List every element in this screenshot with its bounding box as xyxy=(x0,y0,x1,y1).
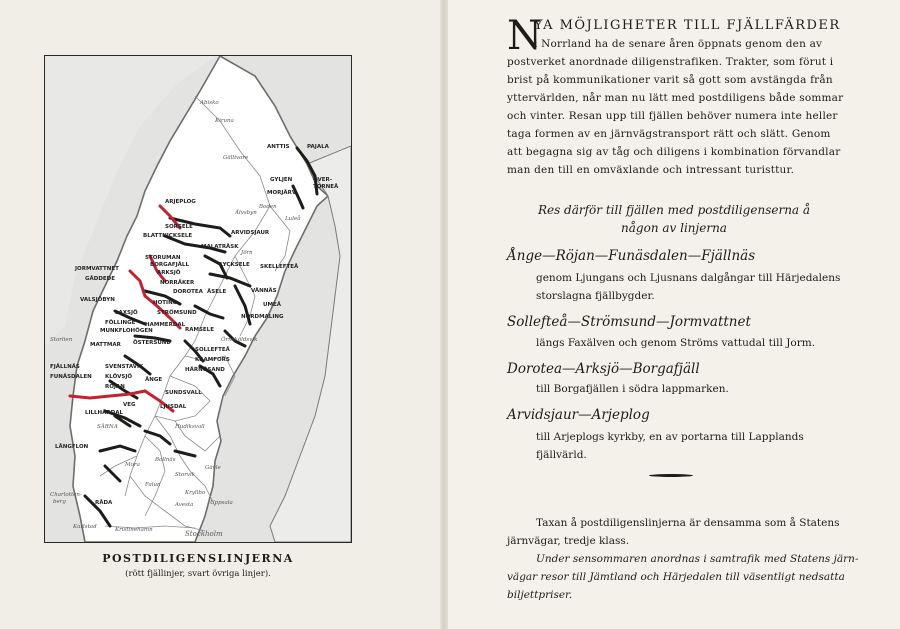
place-label: Gällivare xyxy=(223,155,249,161)
place-label: Örnsköldsvik xyxy=(221,337,258,343)
paragraph-line: och vinter. Resan upp till fjällen behöver numera inte heller xyxy=(507,110,838,122)
ornamental-divider xyxy=(649,474,693,477)
place-label: Uppsala xyxy=(210,500,233,506)
place-label: Charlotten- xyxy=(50,492,82,498)
fare-line: järnvägar, tredje klass. xyxy=(507,535,630,547)
place-label: NORDMALING xyxy=(241,314,284,320)
place-label: PAJALA xyxy=(307,144,329,150)
route-desc: längs Faxälven och genom Ströms vattudal till Jorm. xyxy=(536,337,816,349)
paragraph-line: i Norrland ha de senare åren öppnats genom den av xyxy=(534,38,823,50)
place-label: Falun xyxy=(145,482,161,488)
place-label: Karlstad xyxy=(73,524,97,530)
place-label: ÖSTERSUND xyxy=(133,340,171,346)
place-label: Kryllbo xyxy=(185,490,206,496)
place-label: STORUMAN xyxy=(145,255,181,261)
place-label: GÄDDEDE xyxy=(85,276,115,282)
place-label: FJÄLLNÄS xyxy=(50,364,80,370)
place-label: HOTING xyxy=(153,300,178,306)
place-label: VEG xyxy=(123,402,136,408)
paragraph-line: att begagna sig av tåg och diligens i kombination förvandlar xyxy=(507,146,841,158)
route-desc: genom Ljungans och Ljusnans dalgångar till Härjedalens xyxy=(536,272,841,284)
map-title: POSTDILIGENSLINJERNA xyxy=(102,552,294,565)
place-label: ÖVER- xyxy=(313,177,333,183)
route-desc: storslagna fjällbygder. xyxy=(536,290,655,302)
route-desc: till Borgafjällen i södra lappmarken. xyxy=(536,383,729,395)
place-label: SÄRNA xyxy=(97,424,118,430)
place-label: Kiruna xyxy=(215,118,234,124)
place-label: Abisko xyxy=(200,100,219,106)
note-line: biljettpriser. xyxy=(507,589,573,601)
place-label: NORRÅKER xyxy=(160,280,195,286)
page-gutter xyxy=(440,0,448,629)
place-label: Luleå xyxy=(285,216,301,222)
place-label: ANTTIS xyxy=(267,144,290,150)
place-label: RÅDA xyxy=(95,500,113,506)
route-title: Ånge—Röjan—Funäsdalen—Fjällnäs xyxy=(507,248,756,264)
place-label: Bollnäs xyxy=(155,457,176,463)
place-label: TORNEÅ xyxy=(313,184,339,190)
place-label: ARJEPLOG xyxy=(165,199,196,205)
place-label: SOLLEFTEÅ xyxy=(195,347,230,353)
place-label: MATTMAR xyxy=(90,342,121,348)
place-label: Kristinehamn xyxy=(115,527,153,533)
place-label: ÅSELE xyxy=(207,289,227,295)
place-label: JORMVATTNET xyxy=(75,266,119,272)
fare-line: Taxan å postdiligenslinjerna är densamma som å Statens xyxy=(536,517,840,529)
place-label: HÄRNÖSAND xyxy=(185,367,225,373)
place-label: Gävle xyxy=(205,465,221,471)
map-subtitle: (rött fjällinjer, svart övriga linjer). xyxy=(125,569,271,579)
place-label: FÖLLINGE xyxy=(105,320,136,326)
route-map xyxy=(44,55,352,543)
place-label: RÖJAN xyxy=(105,384,125,390)
route-title: Dorotea—Arksjö—Borgafjäll xyxy=(507,361,700,377)
paragraph-line: postverket anordnade diligenstrafiken. Trakter, som förut i xyxy=(507,56,834,68)
place-label: FUNÄSDALEN xyxy=(50,374,92,380)
place-label: Mora xyxy=(125,462,140,468)
place-label: UMEÅ xyxy=(263,302,281,308)
place-label: MUNKFLOHÖGEN xyxy=(100,328,153,334)
place-label: HAMMERDAL xyxy=(145,322,186,328)
place-label: ARVIDSJAUR xyxy=(231,230,270,236)
place-label: Avesta xyxy=(175,502,194,508)
place-label: Boden xyxy=(259,204,277,210)
place-label: STRÖMSUND xyxy=(157,310,197,316)
place-label: ARKSJÖ xyxy=(157,270,181,276)
place-label: SVENSTAVIK xyxy=(105,364,144,370)
place-label: LÅNGFLON xyxy=(55,444,89,450)
note-line: Under sensommaren anordnas i samtrafik med Statens järn- xyxy=(536,553,859,565)
drop-cap: N xyxy=(507,13,542,59)
route-title: Arvidsjaur—Arjeplog xyxy=(507,407,650,423)
route-desc: till Arjeplogs kyrkby, en av portarna till Lapplands xyxy=(536,431,804,443)
place-label: Älvsbyn xyxy=(235,210,257,216)
place-label: VALSJÖBYN xyxy=(80,297,115,303)
place-label: SORSELE xyxy=(165,224,193,230)
place-label: MORJÄRV xyxy=(267,190,297,196)
place-label: LJUSDAL xyxy=(160,404,187,410)
place-label: MALATRÄSK xyxy=(201,244,239,250)
paragraph-line: taga formen av en järnvägstransport rätt och slätt. Genom xyxy=(507,128,831,140)
place-label: Jörn xyxy=(241,250,253,256)
place-label: Storlien xyxy=(50,337,73,343)
callout-line: någon av linjerna xyxy=(621,221,727,235)
place-label: VÄNNÄS xyxy=(251,288,277,294)
place-label: KRAMFORS xyxy=(195,357,230,363)
note-line: vägar resor till Jämtland och Härjedalen till väsentligt nedsatta xyxy=(507,571,845,583)
place-label: LILLHÄRDAL xyxy=(85,410,123,416)
place-label: SKELLEFTEÅ xyxy=(260,264,299,270)
place-label: LAXSJÖ xyxy=(115,310,138,316)
place-label: Storvik xyxy=(175,472,196,478)
place-label: Hudiksvall xyxy=(175,424,205,430)
route-title: Sollefteå—Strömsund—Jormvattnet xyxy=(507,314,751,330)
map-svg xyxy=(45,56,351,542)
place-label: GYLJEN xyxy=(270,177,293,183)
place-label: ÅNGE xyxy=(145,377,163,383)
place-label: BORGAFJÄLL xyxy=(150,262,189,268)
article-heading: YA MÖJLIGHETER TILL FJÄLLFÄRDER xyxy=(534,18,841,33)
place-label: DOROTEA xyxy=(173,289,203,295)
place-label: RAMSELE xyxy=(185,327,214,333)
place-label: BLATTNICKSELE xyxy=(143,233,193,239)
place-label: LYCKSELE xyxy=(220,262,250,268)
place-label: SUNDSVALL xyxy=(165,390,202,396)
place-label: berg xyxy=(53,499,66,505)
callout-line: Res därför till fjällen med postdiligenserna å xyxy=(537,203,811,217)
paragraph-line: brist på kommunikationer varit så gott som avstängda från xyxy=(507,74,833,86)
place-label: Stockholm xyxy=(185,530,223,538)
route-desc: fjällvärld. xyxy=(536,449,587,461)
place-label: KLÖVSJÖ xyxy=(105,374,133,380)
paragraph-line: man den till en omväxlande och intressant turisttur. xyxy=(507,164,795,176)
paragraph-line: yttervärlden, når man nu lätt med postdiligens både sommar xyxy=(507,92,844,104)
